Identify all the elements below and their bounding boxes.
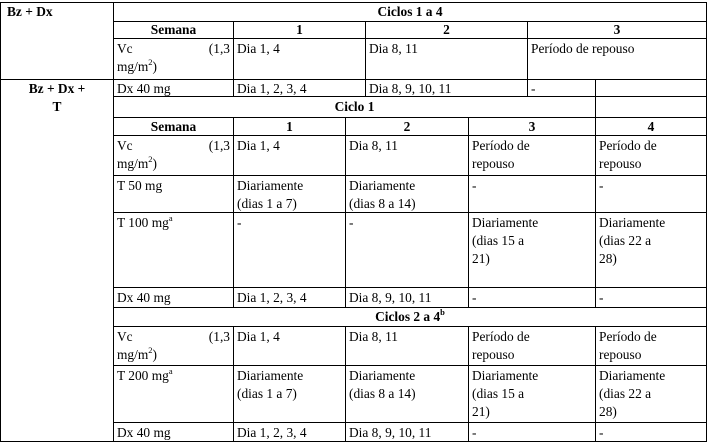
t50-week-2-line1: Diariamente	[349, 178, 416, 193]
dx-week-4: -	[599, 290, 604, 305]
t50-week-2	[346, 177, 468, 213]
dx-week-1: Dia 1, 2, 3, 4	[237, 290, 307, 305]
t100-week-3-line1: Diariamente	[472, 215, 539, 230]
week-header-label: Semana	[150, 22, 197, 37]
group-label-bzdx: Bz + Dx	[7, 4, 53, 19]
vc-week-4-line2: repouso	[599, 347, 642, 362]
vc-week-4-line2: repouso	[599, 156, 642, 171]
t200-footnote-mark: a	[168, 365, 173, 376]
t200-week-1-line2: (dias 1 a 7)	[237, 386, 297, 401]
t50-week-3: -	[472, 178, 477, 193]
t200-week-3-line1: Diariamente	[472, 368, 539, 383]
vc-drug: Vc	[117, 138, 133, 153]
vc-week-3	[469, 328, 595, 364]
t200-week-2-line2: (dias 8 a 14)	[349, 386, 416, 401]
week-header-2: 2	[443, 22, 450, 37]
vc-week-3: Período de repouso	[531, 41, 635, 56]
t50-week-1	[234, 177, 345, 213]
vc-week-1: Dia 1, 4	[237, 329, 280, 344]
week-header-1: 1	[286, 119, 293, 134]
vc-week-3	[469, 137, 595, 173]
dx-week-3: -	[472, 425, 477, 440]
t200-week-2	[346, 367, 468, 403]
t200-label-text: T 200 mg	[117, 368, 169, 383]
dx-week-3: -	[531, 81, 536, 96]
vc-drug: Vc	[117, 329, 133, 344]
week-header-4: 4	[647, 119, 655, 134]
t200-week-4-line2: (dias 22 a	[599, 386, 652, 401]
vc-dose-a: (1,3	[208, 329, 230, 344]
vc-week-4-line1: Período de	[599, 329, 657, 344]
dx-label: Dx 40 mg	[117, 290, 171, 305]
t100-week-3-line2: (dias 15 a	[472, 233, 525, 248]
week-header-3: 3	[613, 22, 621, 37]
group-label-bzdxt-line1: Bz + Dx +	[28, 81, 86, 96]
t50-week-1-line1: Diariamente	[237, 178, 304, 193]
vc-week-1: Dia 1, 4	[237, 41, 280, 56]
dx-week-2: Dia 8, 9, 10, 11	[349, 425, 432, 440]
vc-drug: Vc	[117, 41, 133, 56]
t100-label-text: T 100 mg	[117, 215, 169, 230]
vc-dose-c: )	[152, 347, 157, 362]
t100-footnote-mark: a	[168, 212, 173, 223]
vc-dose-b: mg/m	[117, 59, 149, 74]
t100-week-3	[469, 214, 595, 268]
section-title-ciclo-1: Ciclo 1	[334, 99, 375, 114]
t200-week-1-line1: Diariamente	[237, 368, 304, 383]
t200-week-2-line1: Diariamente	[349, 368, 416, 383]
t200-week-3	[469, 367, 595, 421]
dx-week-3: -	[472, 290, 477, 305]
vc-week-3-line1: Período de	[472, 138, 530, 153]
t200-label	[114, 367, 233, 385]
t100-week-4	[596, 214, 706, 268]
vc-label	[114, 40, 233, 76]
dx-week-1: Dia 1, 2, 3, 4	[237, 425, 307, 440]
t50-week-1-line2: (dias 1 a 7)	[237, 196, 297, 211]
t200-week-3-line3: 21)	[472, 404, 490, 419]
vc-label	[114, 137, 233, 173]
week-header-label: Semana	[150, 119, 197, 134]
t50-label: T 50 mg	[117, 178, 163, 193]
vc-dose-a: (1,3	[208, 138, 230, 153]
t200-week-3-line2: (dias 15 a	[472, 386, 525, 401]
t100-week-3-line3: 21)	[472, 251, 490, 266]
t50-week-2-line2: (dias 8 a 14)	[349, 196, 416, 211]
section-title-ciclos-1-4: Ciclos 1 a 4	[377, 4, 443, 19]
vc-week-2: Dia 8, 11	[349, 329, 398, 344]
vc-week-3-line1: Período de	[472, 329, 530, 344]
t100-week-4-line2: (dias 22 a	[599, 233, 652, 248]
t100-label	[114, 214, 233, 232]
dx-week-2: Dia 8, 9, 10, 11	[349, 290, 432, 305]
dx-week-4: -	[599, 425, 604, 440]
vc-week-2: Dia 8, 11	[369, 41, 418, 56]
t200-week-4-line1: Diariamente	[599, 368, 666, 383]
vc-week-3-line2: repouso	[472, 347, 515, 362]
vc-dose-sup: 2	[148, 153, 153, 164]
vc-dose-a: (1,3	[208, 41, 230, 56]
t200-week-4	[596, 367, 706, 421]
vc-dose-sup: 2	[148, 344, 153, 355]
t200-week-4-line3: 28)	[599, 404, 617, 419]
section-title-ciclos-2-4	[114, 308, 706, 326]
vc-week-4	[596, 328, 706, 364]
group-label-bzdxt-line2: T	[52, 99, 62, 114]
vc-label	[114, 328, 233, 364]
vc-dose-c: )	[152, 59, 157, 74]
t100-week-4-line1: Diariamente	[599, 215, 666, 230]
week-header-2: 2	[403, 119, 411, 134]
week-header-1: 1	[296, 22, 303, 37]
vc-dose-sup: 2	[148, 56, 153, 67]
week-header-3: 3	[528, 119, 536, 134]
dx-label: Dx 40 mg	[117, 81, 171, 96]
vc-week-4	[596, 137, 706, 173]
dx-label: Dx 40 mg	[117, 425, 171, 440]
dx-week-1: Dia 1, 2, 3, 4	[237, 81, 307, 96]
vc-week-2: Dia 8, 11	[349, 138, 398, 153]
t100-week-1: -	[237, 215, 242, 230]
dx-week-2: Dia 8, 9, 10, 11	[369, 81, 452, 96]
section-title-footnote-mark: b	[440, 306, 445, 317]
t50-week-4: -	[599, 178, 604, 193]
section-title-text: Ciclos 2 a 4	[375, 309, 441, 324]
vc-week-4-line1: Período de	[599, 138, 657, 153]
vc-dose-c: )	[152, 156, 157, 171]
vc-week-1: Dia 1, 4	[237, 138, 280, 153]
t100-week-4-line3: 28)	[599, 251, 617, 266]
vc-week-3-line2: repouso	[472, 156, 515, 171]
vc-dose-b: mg/m	[117, 347, 149, 362]
t200-week-1	[234, 367, 345, 403]
vc-dose-b: mg/m	[117, 156, 149, 171]
t100-week-2: -	[349, 215, 354, 230]
